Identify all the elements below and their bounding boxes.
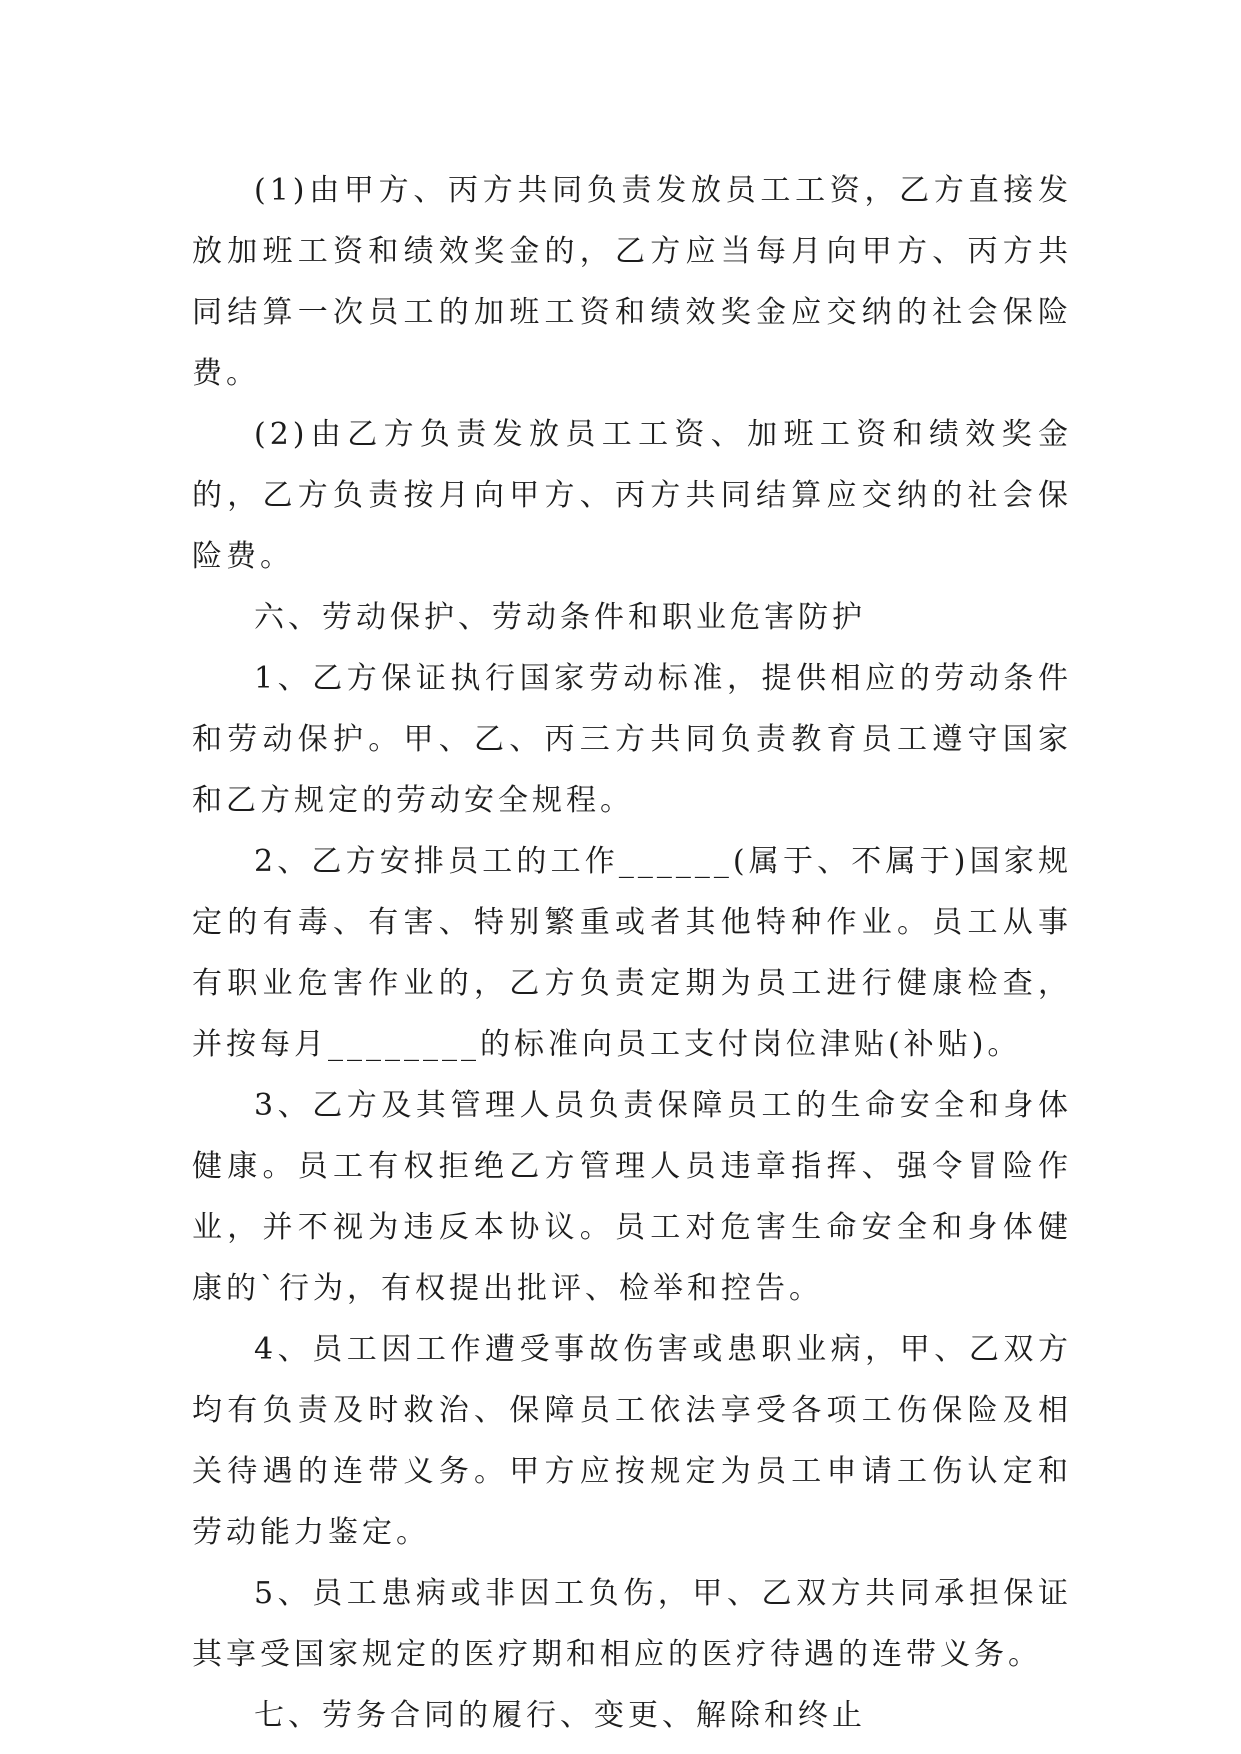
paragraph-2: (2)由乙方负责发放员工工资、加班工资和绩效奖金的，乙方负责按月向甲方、丙方共同结算应交纳的社会保险费。 — [192, 417, 1072, 574]
paragraph-5: 3、乙方及其管理人员负责保障员工的生命安全和身体健康。员工有权拒绝乙方管理人员违章指挥、强令冒险作业，并不视为违反本协议。员工对危害生命安全和身体健康的`行为，有权提出批评、检举和控告。 — [192, 1088, 1072, 1306]
paragraph-3: 1、乙方保证执行国家劳动标准，提供相应的劳动条件和劳动保护。甲、乙、丙三方共同负责教育员工遵守国家和乙方规定的劳动安全规程。 — [192, 661, 1072, 818]
section-heading-7: 七、劳务合同的履行、变更、解除和终止 — [254, 1698, 866, 1733]
section-heading-6: 六、劳动保护、劳动条件和职业危害防护 — [254, 600, 866, 635]
paragraph-6: 4、员工因工作遭受事故伤害或患职业病，甲、乙双方均有负责及时救治、保障员工依法享受各项工伤保险及相关待遇的连带义务。甲方应按规定为员工申请工伤认定和劳动能力鉴定。 — [192, 1332, 1072, 1550]
paragraph-7: 5、员工患病或非因工负伤，甲、乙双方共同承担保证其享受国家规定的医疗期和相应的医疗待遇的连带义务。 — [192, 1576, 1072, 1672]
paragraph-1: (1)由甲方、丙方共同负责发放员工工资，乙方直接发放加班工资和绩效奖金的，乙方应当每月向甲方、丙方共同结算一次员工的加班工资和绩效奖金应交纳的社会保险费。 — [192, 173, 1072, 391]
paragraph-4: 2、乙方安排员工的工作______(属于、不属于)国家规定的有毒、有害、特别繁重或者其他特种作业。员工从事有职业危害作业的，乙方负责定期为员工进行健康检查，并按每月________的标准向员工支付岗位津贴(补贴)。 — [192, 844, 1072, 1062]
document-body — [192, 160, 1072, 1746]
